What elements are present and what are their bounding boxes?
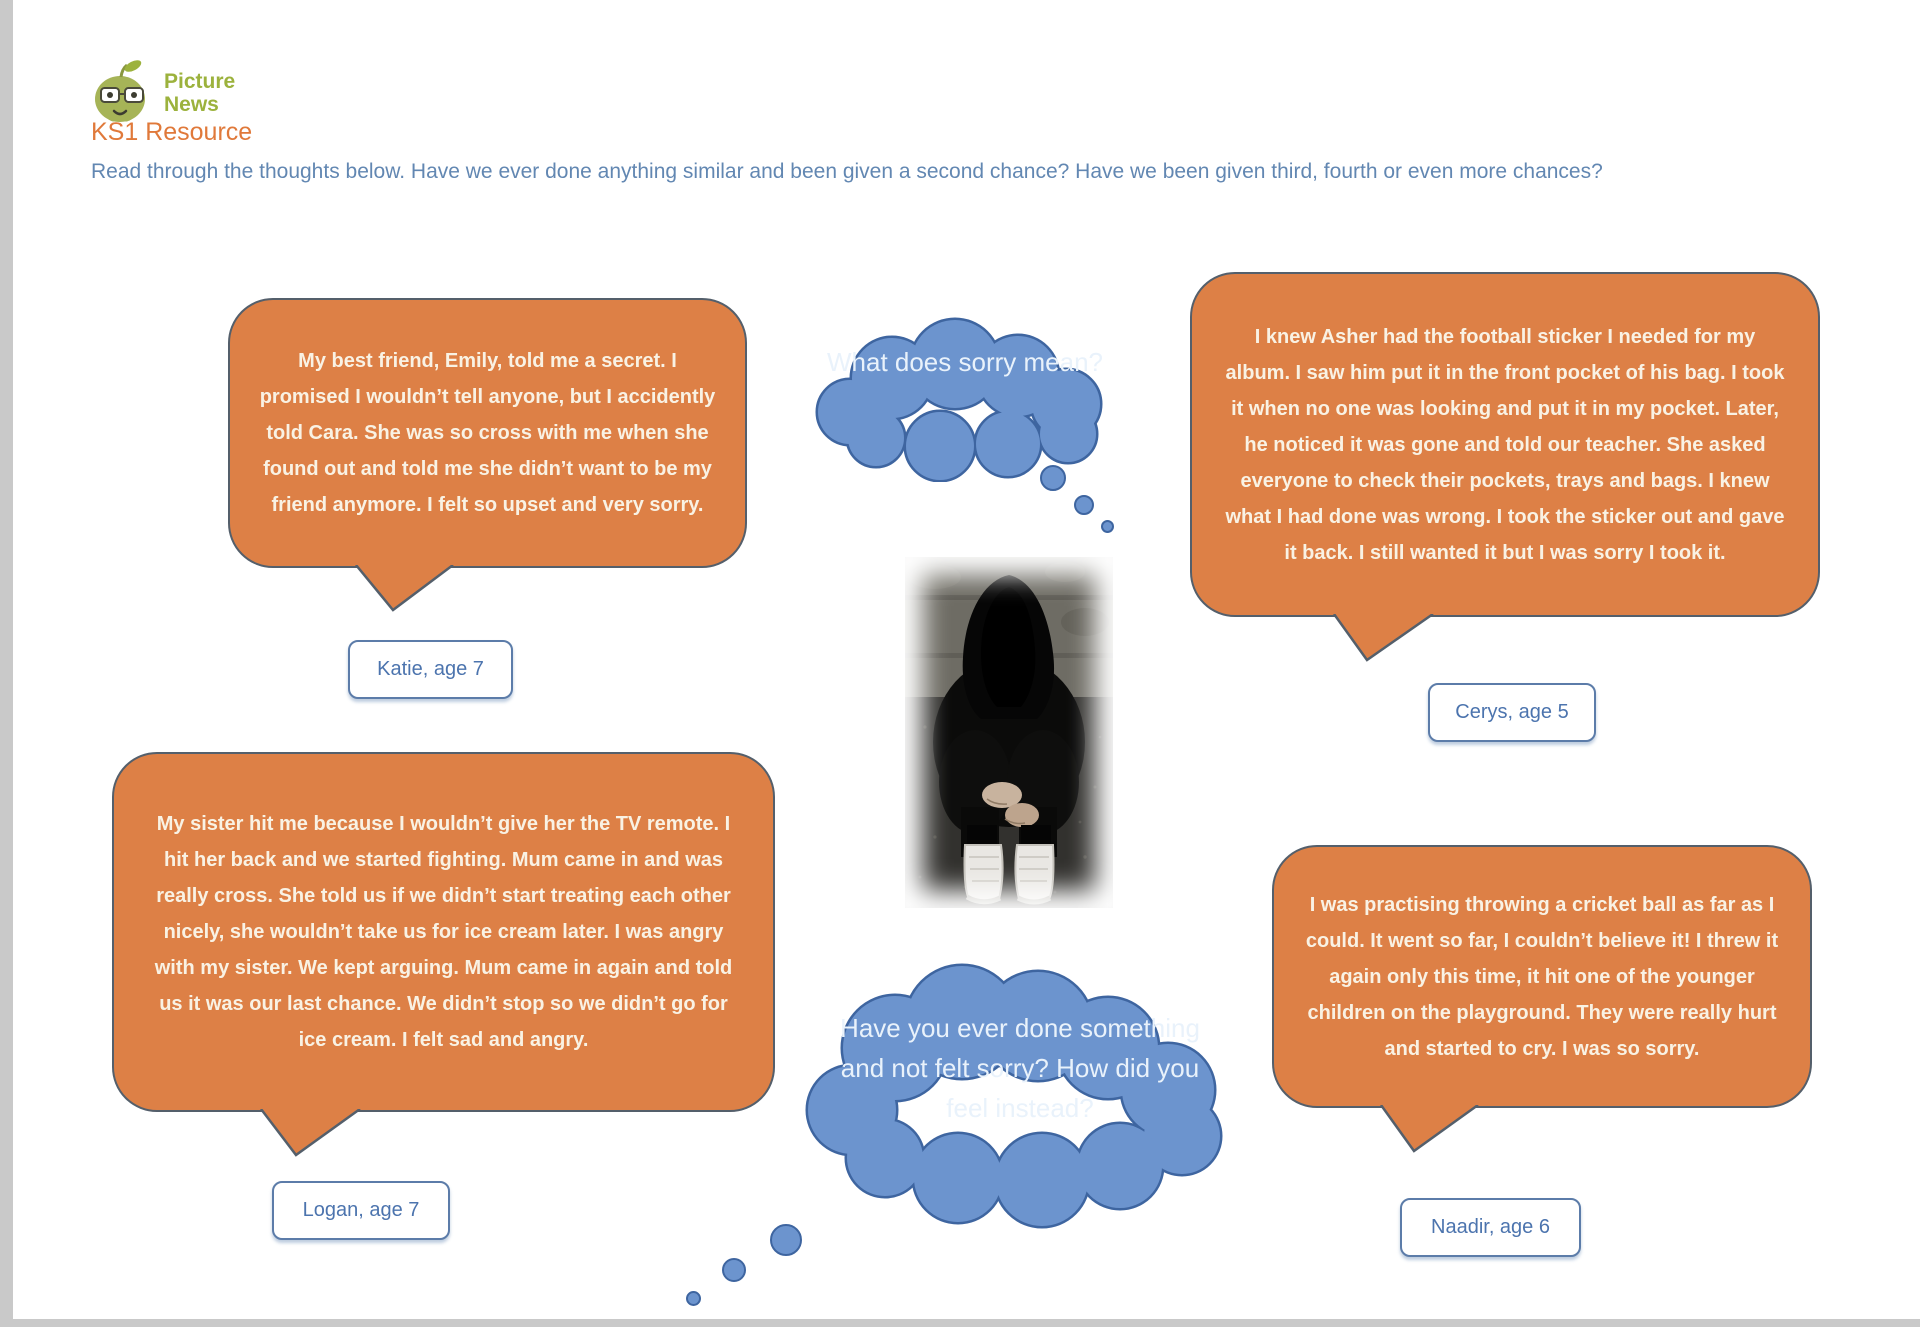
logo-wordmark: Picture News bbox=[164, 70, 236, 116]
thought-trail-dot bbox=[1101, 520, 1114, 533]
name-label-logan-text: Logan, age 7 bbox=[302, 1199, 420, 1221]
thought-trail-dot bbox=[722, 1258, 746, 1282]
thought-trail-dot bbox=[686, 1291, 701, 1306]
speech-bubble-naadir bbox=[1272, 845, 1812, 1108]
page-title: KS1 Resource bbox=[91, 118, 253, 146]
instructions-text: Read through the thoughts below. Have we ever done anything similar and been given a second chance? Have we been given third, fourth or even more chances? bbox=[91, 160, 1603, 183]
speech-bubble-cerys-text: I knew Asher had the football sticker I needed for my album. I saw him put it in the front pocket of his bag. I took it when no one was looking and put it in my pocket. Later, he noticed it was gone and told our teacher. She asked everyone to check their pockets, trays and bags. I knew what I had done was wrong. I took the sticker out and gave it back. I still wanted it but I was sorry I took it. bbox=[1225, 325, 1785, 564]
speech-bubble-logan bbox=[112, 752, 775, 1112]
speech-bubble-naadir-text: I was practising throwing a cricket ball as far as I could. It went so far, I couldn’t believe it! I threw it again only this time, it hit one of the younger children on the playground. They were really hurt and started to cry. I was so sorry. bbox=[1305, 893, 1779, 1060]
thought-cloud-have-you-ever bbox=[790, 940, 1250, 1235]
thought-cloud-2-text: Have you ever done something and not felt sorry? How did you feel instead? bbox=[840, 1013, 1200, 1123]
thought-trail-dot bbox=[1074, 495, 1094, 515]
thought-cloud-1-text: What does sorry mean? bbox=[826, 347, 1103, 377]
thought-trail-dot bbox=[770, 1224, 802, 1256]
thought-trail-dot bbox=[1040, 465, 1066, 491]
name-label-cerys bbox=[1428, 683, 1596, 742]
name-label-naadir bbox=[1400, 1198, 1581, 1257]
speech-bubble-cerys bbox=[1190, 272, 1820, 617]
name-label-logan bbox=[272, 1181, 450, 1240]
speech-bubble-naadir-tail bbox=[1372, 1105, 1492, 1155]
thought-cloud-what-does-sorry-mean bbox=[800, 312, 1130, 482]
name-label-cerys-text: Cerys, age 5 bbox=[1455, 701, 1569, 723]
name-label-katie-text: Katie, age 7 bbox=[377, 658, 484, 680]
speech-bubble-katie-text: My best friend, Emily, told me a secret. I promised I wouldn’t tell anyone, but I accidently told Cara. She was so cross with me when she found out and told me she didn’t want to be my friend anymore. I felt so upset and very sorry. bbox=[259, 350, 716, 516]
page-edge-left bbox=[0, 0, 13, 1327]
speech-bubble-katie bbox=[228, 298, 747, 568]
speech-bubble-logan-tail bbox=[252, 1109, 372, 1159]
speech-bubble-logan-text: My sister hit me because I wouldn’t give her the TV remote. I hit her back and we started fighting. Mum came in and was really cross. She told us if we didn’t start treating each other nicely, she wouldn’t take us for ice cream later. I was angry with my sister. We kept arguing. Mum came in again and told us it was our last chance. We didn’t stop so we didn’t go for ice cream. I felt sad and angry. bbox=[154, 813, 733, 1051]
speech-bubble-katie-tail bbox=[347, 565, 467, 615]
name-label-katie bbox=[348, 640, 513, 699]
hooded-child-sitting-photo bbox=[905, 557, 1113, 908]
page-edge-bottom bbox=[0, 1319, 1920, 1327]
cloud-shape-icon bbox=[800, 312, 1130, 482]
name-label-naadir-text: Naadir, age 6 bbox=[1431, 1216, 1550, 1238]
speech-bubble-cerys-tail bbox=[1325, 614, 1445, 664]
